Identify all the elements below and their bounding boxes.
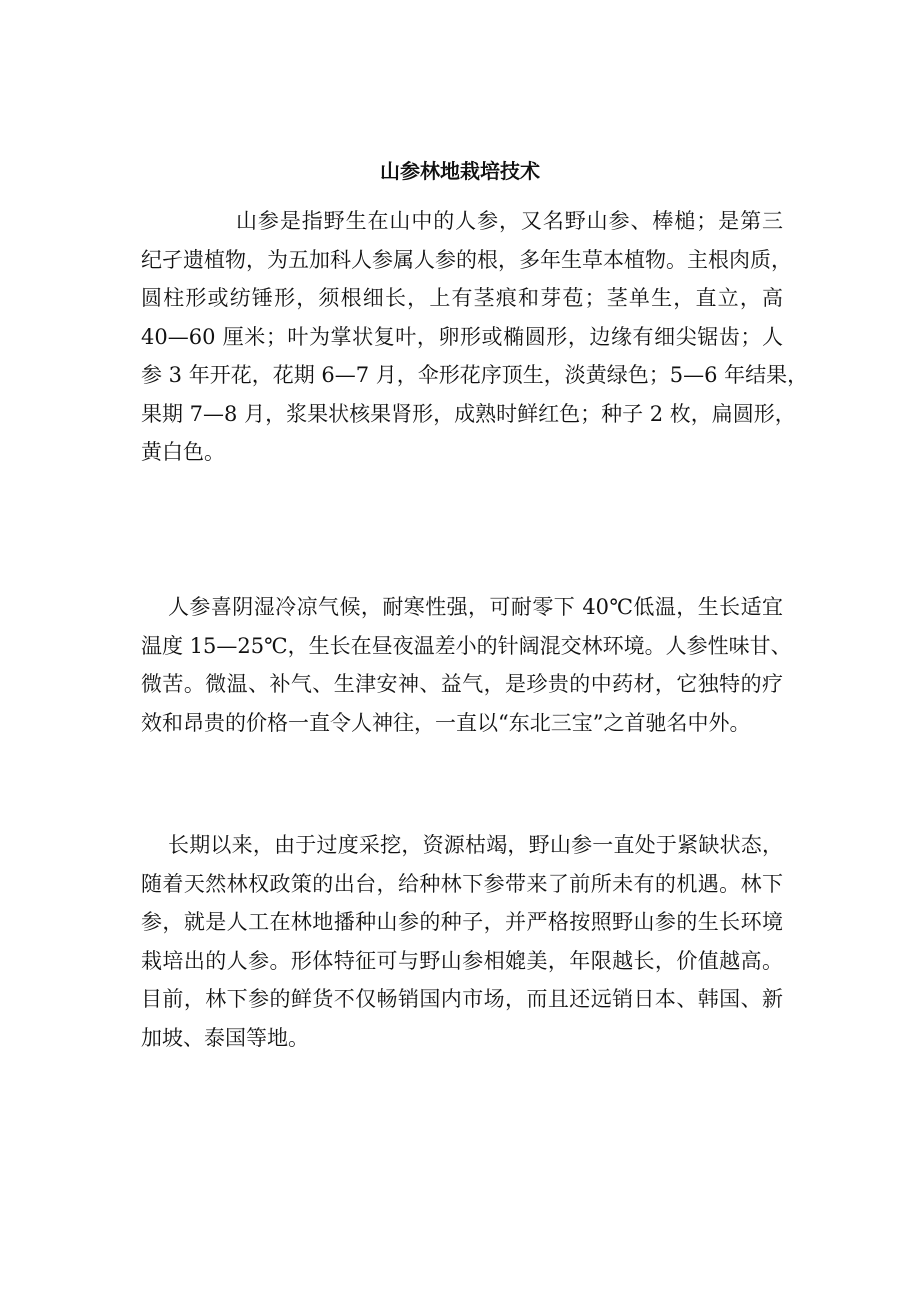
document-title: 山参林地栽培技术 <box>380 159 540 183</box>
paragraph-3-line: 长期以来，由于过度采挖，资源枯竭，野山参一直处于紧缺状态， <box>168 833 783 857</box>
paragraph-3-line: 随着天然林权政策的出台，给种林下参带来了前所未有的机遇。林下 <box>141 871 783 896</box>
paragraph-2 <box>141 588 792 742</box>
paragraph-1-line: 40—60 厘米；叶为掌状复叶，卵形或椭圆形，边缘有细尖锯齿；人 <box>141 324 783 349</box>
paragraph-1-line: 山参是指野生在山中的人参，又名野山参、棒槌；是第三 <box>236 209 783 233</box>
paragraph-1-line: 参 3 年开花，花期 6—7 月，伞形花序顶生，淡黄绿色；5—6 年结果， <box>141 363 809 387</box>
paragraph-2-line: 人参喜阴湿冷凉气候，耐寒性强，可耐零下 40℃低温，生长适宜 <box>168 595 783 619</box>
paragraph-1-line: 圆柱形或纺锤形，须根细长，上有茎痕和芽苞；茎单生，直立，高 <box>141 286 783 310</box>
paragraph-1 <box>141 202 809 472</box>
paragraph-3-line: 参，就是人工在林地播种山参的种子，并严格按照野山参的生长环境 <box>141 910 783 934</box>
paragraph-2-line: 温度 15—25℃，生长在昼夜温差小的针阔混交林环境。人参性味甘、 <box>141 633 792 658</box>
paragraph-3-line: 加坡、泰国等地。 <box>141 1025 309 1050</box>
paragraph-1-line: 黄白色。 <box>141 440 225 464</box>
paragraph-3 <box>141 826 783 1057</box>
paragraph-2-line: 效和昂贵的价格一直令人神往，一直以“东北三宝”之首驰名中外。 <box>141 710 751 735</box>
paragraph-1-line: 纪孑遗植物，为五加科人参属人参的根，多年生草本植物。主根肉质， <box>141 247 792 272</box>
paragraph-2-line: 微苦。微温、补气、生津安神、益气，是珍贵的中药材，它独特的疗 <box>141 672 783 696</box>
paragraph-3-line: 目前，林下参的鲜货不仅畅销国内市场，而且还远销日本、韩国、新 <box>141 987 783 1011</box>
paragraph-3-line: 栽培出的人参。形体特征可与野山参相媲美，年限越长，价值越高。 <box>141 948 783 973</box>
paragraph-1-line: 果期 7—8 月，浆果状核果肾形，成熟时鲜红色；种子 2 枚，扁圆形， <box>141 401 796 426</box>
